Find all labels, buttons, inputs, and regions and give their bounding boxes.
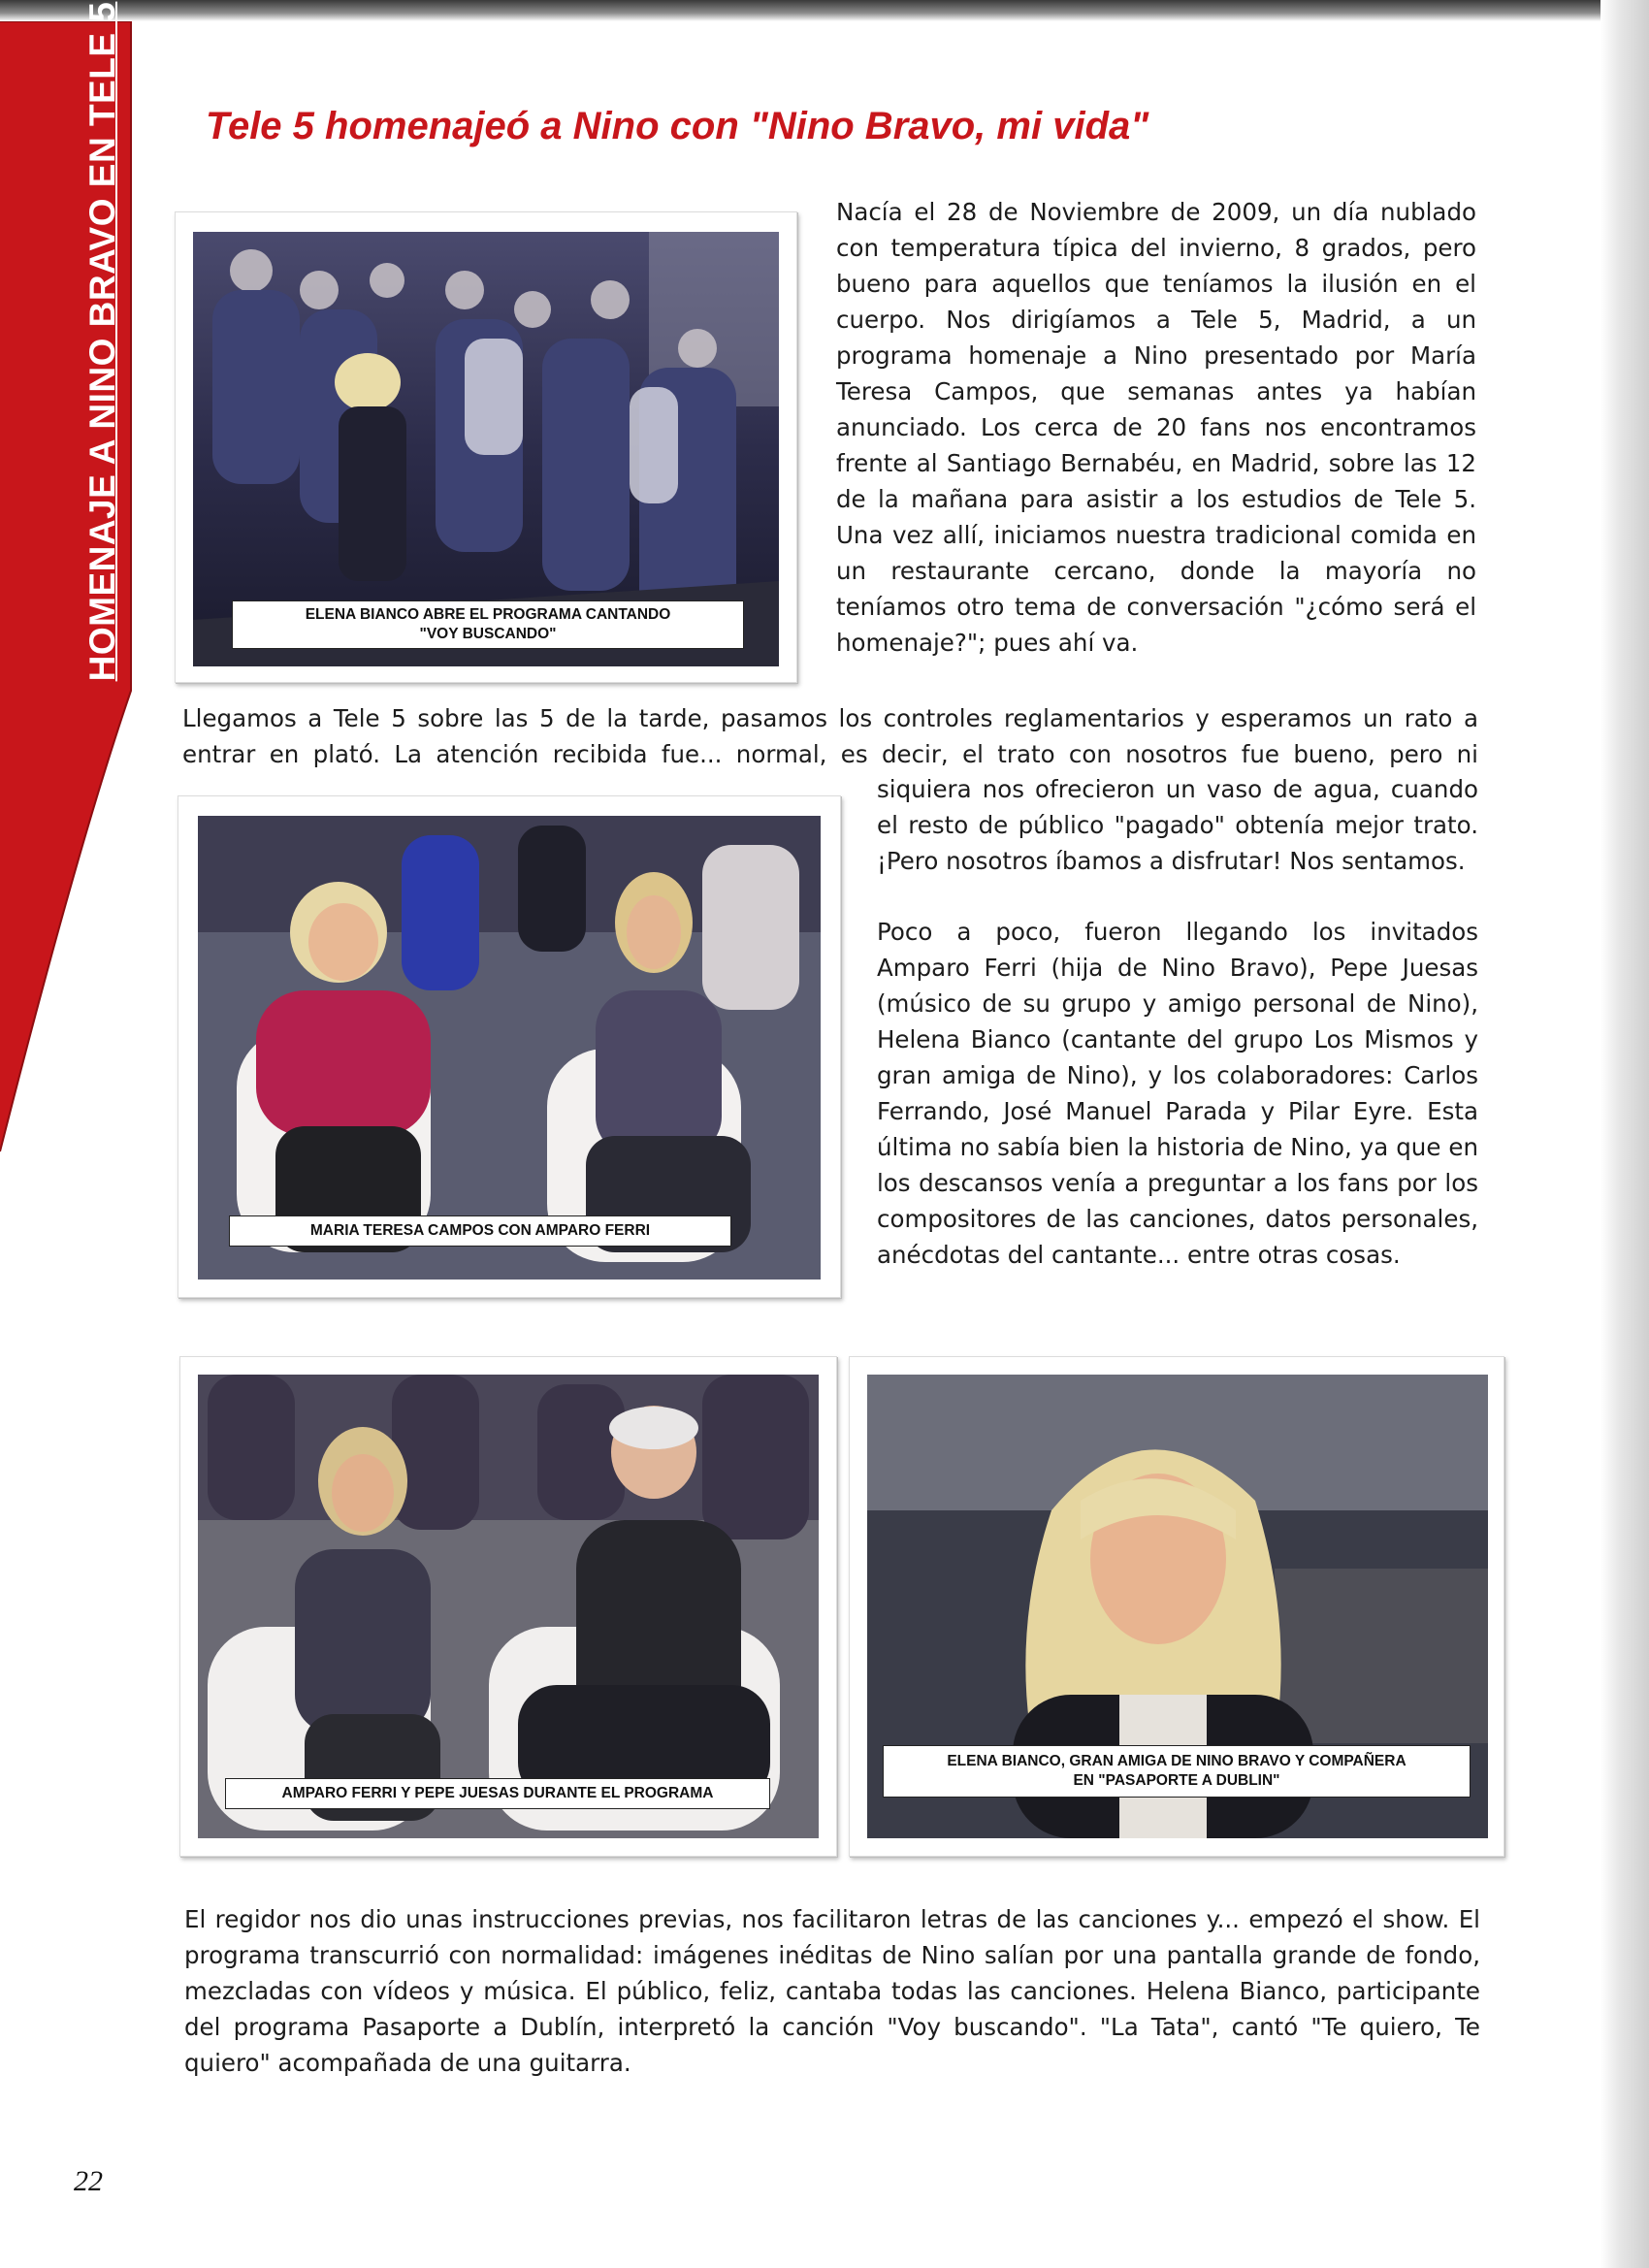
article-title: Tele 5 homenajeó a Nino con "Nino Bravo, mi vida" [206, 105, 1149, 147]
paragraph-guests: Poco a poco, fueron llegando los invitados Amparo Ferri (hija de Nino Bravo), Pepe Juesas (músico de su grupo y amigo personal de Nino), Helena Bianco (cantante del grupo Los Mismos y gran amiga de Nino), y los colaboradores: Carlos Ferrando, José Manuel Parada y Pilar Eyre. Esta última no sabía bien la historia de Nino, ya que en los descansos venía a preguntar a los fans por los compositores de las canciones, datos personales, anécdotas del cantante... entre otras cosas. [877, 918, 1478, 1269]
photo-frame-elena-portrait [849, 1356, 1504, 1857]
photo-ferri-juesas [198, 1375, 819, 1838]
paragraph-show: El regidor nos dio unas instrucciones previas, nos facilitaron letras de las canciones y... empezó el show. El programa transcurrió con normalidad: imágenes inéditas de Nino salían por una pantalla grande de fondo, mezcladas con vídeos y música. El público, feliz, cantaba todas las canciones. Helena Bianco, participante del programa Pasaporte a Dublín, interpretó la canción "Voy buscando". "La Tata", cantó "Te quiero, Te quiero" acompañada de una guitarra. [184, 1905, 1480, 2077]
page-top-edge [0, 0, 1649, 21]
photo-caption-line: ELENA BIANCO ABRE EL PROGRAMA CANTANDO [305, 606, 671, 623]
paragraph-arrival: Llegamos a Tele 5 sobre las 5 de la tarde, pasamos los controles reglamentarios y esperamos un rato a entrar en plató. La atención recibida fue... normal, es decir, el trato con nosotros fue bueno, pero ni [182, 704, 1478, 768]
photo-caption [883, 1745, 1471, 1798]
photo-frame-ferri-juesas [179, 1356, 837, 1857]
photo-caption-line: ELENA BIANCO, GRAN AMIGA DE NINO BRAVO Y COMPAÑERA [947, 1753, 1406, 1769]
photo-frame-elena-singing [175, 211, 797, 683]
photo-caption-line: EN "PASAPORTE A DUBLIN" [1073, 1772, 1280, 1789]
paragraph-seating: siquiera nos ofrecieron un vaso de agua, cuando el resto de público "pagado" obtenía mejor trato. ¡Pero nosotros íbamos a disfrutar! Nos sentamos. [877, 775, 1478, 875]
photo-campos-ferri [198, 816, 821, 1280]
photo-caption [232, 600, 744, 649]
photo-caption: MARIA TERESA CAMPOS CON AMPARO FERRI [229, 1215, 731, 1247]
section-side-tab [0, 1, 146, 1185]
side-tab-label: HOMENAJE A NINO BRAVO EN TELE 5 [82, 1, 122, 682]
photo-caption: AMPARO FERRI Y PEPE JUESAS DURANTE EL PROGRAMA [225, 1778, 770, 1809]
side-tab-shape [0, 21, 146, 1185]
photo-caption-line: "VOY BUSCANDO" [419, 626, 557, 642]
page-number: 22 [74, 2165, 103, 2197]
page-right-edge [1600, 0, 1649, 2268]
photo-frame-campos-ferri [178, 795, 841, 1298]
paragraph-intro: Nacía el 28 de Noviembre de 2009, un día nublado con temperatura típica del invierno, 8 grados, pero bueno para aquellos que teníamos la ilusión en el cuerpo. Nos dirigíamos a Tele 5, Madrid, a un programa homenaje a Nino presentado por María Teresa Campos, que semanas antes ya habían anunciado. Los cerca de 20 fans nos encontramos frente al Santiago Bernabéu, en Madrid, sobre las 12 de la mañana para asistir a los estudios de Tele 5. Una vez allí, iniciamos nuestra tradicional comida en un restaurante cercano, donde la mayoría no teníamos otro tema de conversación "¿cómo será el homenaje?"; pues ahí va. [836, 198, 1476, 657]
